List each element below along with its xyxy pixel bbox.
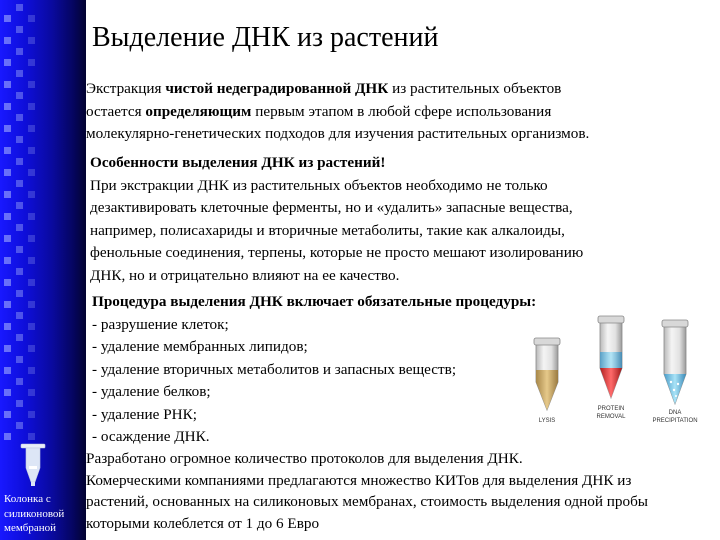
sidebar-square bbox=[16, 202, 23, 209]
features-line: фенольные соединения, терпены, которые не просто мешают изолированию bbox=[90, 244, 584, 261]
sidebar-square bbox=[4, 81, 11, 88]
procedure-list bbox=[92, 291, 536, 449]
sidebar-square bbox=[28, 301, 35, 308]
features-line: дезактивировать клеточные ферменты, но и «удалить» запасные вещества, bbox=[90, 199, 573, 216]
sidebar-square bbox=[28, 279, 35, 286]
sidebar-square bbox=[28, 147, 35, 154]
procedure-step: - разрушение клеток; bbox=[92, 315, 229, 333]
caption-line: Колонка с bbox=[4, 493, 51, 505]
sidebar-square bbox=[4, 323, 11, 330]
sidebar-square bbox=[16, 158, 23, 165]
sidebar-square bbox=[16, 48, 23, 55]
lysis-label: LYSIS bbox=[538, 418, 556, 424]
procedure-step: - удаление вторичных метаболитов и запасных веществ; bbox=[92, 360, 457, 378]
sidebar-square bbox=[4, 125, 11, 132]
kits-line: Комерческими компаниями предлагаются множество КИТов для выделения ДНК из bbox=[86, 471, 632, 489]
protein-removal-label-2: REMOVAL bbox=[596, 414, 626, 420]
sidebar-square bbox=[28, 213, 35, 220]
procedure-heading: Процедура выделения ДНК включает обязательные процедуры: bbox=[92, 293, 537, 310]
sidebar-square bbox=[16, 4, 23, 11]
features-line: ДНК, но и отрицательно влияют на ее качество. bbox=[90, 266, 400, 284]
sidebar-square bbox=[28, 81, 35, 88]
sidebar-square bbox=[4, 389, 11, 396]
sidebar-square bbox=[16, 422, 23, 429]
sidebar-square bbox=[28, 169, 35, 176]
extraction-tubes-illustration bbox=[528, 312, 720, 432]
procedure-step: - удаление РНК; bbox=[92, 405, 197, 423]
sidebar-square bbox=[28, 59, 35, 66]
kits-line: растений, основанных на силиконовых мембранах, стоимость выделения одной пробы bbox=[86, 493, 648, 510]
kits-paragraph bbox=[86, 448, 648, 534]
sidebar-square bbox=[16, 334, 23, 341]
page-title: Выделение ДНК из растений bbox=[92, 22, 439, 53]
column-caption bbox=[4, 492, 80, 536]
sidebar-square bbox=[4, 279, 11, 286]
sidebar-square bbox=[28, 257, 35, 264]
caption-line: мембраной bbox=[4, 522, 57, 534]
sidebar-square bbox=[4, 257, 11, 264]
sidebar-square bbox=[28, 323, 35, 330]
sidebar-square bbox=[28, 433, 35, 440]
caption-line: силиконовой bbox=[4, 507, 65, 520]
features-paragraph bbox=[90, 152, 583, 287]
sidebar-square bbox=[28, 191, 35, 198]
sidebar-square bbox=[4, 191, 11, 198]
sidebar-square bbox=[16, 378, 23, 385]
sidebar-square bbox=[16, 312, 23, 319]
sidebar-square bbox=[16, 246, 23, 253]
lysis-tube bbox=[534, 338, 560, 410]
sidebar-square bbox=[4, 433, 11, 440]
intro-line: Экстракция чистой недеградированной ДНК из растительных объектов bbox=[86, 80, 562, 97]
sidebar-squares-pattern bbox=[4, 4, 48, 444]
sidebar-square bbox=[28, 367, 35, 374]
sidebar-square bbox=[4, 169, 11, 176]
sidebar-square bbox=[16, 290, 23, 297]
kits-line: которыми колеблется от 1 до 6 Евро bbox=[86, 514, 320, 532]
sidebar-square bbox=[16, 400, 23, 407]
sidebar-square bbox=[28, 345, 35, 352]
sidebar-square bbox=[16, 268, 23, 275]
features-heading: Особенности выделения ДНК из растений! bbox=[90, 154, 386, 171]
sidebar-square bbox=[16, 224, 23, 231]
sidebar-square bbox=[28, 15, 35, 22]
sidebar-square bbox=[4, 103, 11, 110]
sidebar-square bbox=[4, 301, 11, 308]
sidebar-square bbox=[4, 59, 11, 66]
intro-line: остается определяющим первым этапом в любой сфере использования bbox=[86, 102, 552, 120]
sidebar-square bbox=[28, 389, 35, 396]
sidebar-square bbox=[16, 180, 23, 187]
sidebar-square bbox=[4, 411, 11, 418]
sidebar-square bbox=[4, 15, 11, 22]
sidebar-square bbox=[4, 213, 11, 220]
sidebar-square bbox=[28, 235, 35, 242]
sidebar-square bbox=[16, 70, 23, 77]
sidebar-square bbox=[28, 103, 35, 110]
features-line: например, полисахариды и вторичные метаболиты, такие как алкалоиды, bbox=[90, 221, 565, 239]
sidebar-square bbox=[16, 92, 23, 99]
sidebar-square bbox=[16, 356, 23, 363]
procedure-step: - осаждение ДНК. bbox=[92, 428, 210, 445]
intro-line: молекулярно-генетических подходов для изучения растительных организмов. bbox=[86, 125, 590, 142]
kits-line: Разработано огромное количество протоколов для выделения ДНК. bbox=[86, 450, 523, 467]
sidebar-square bbox=[28, 37, 35, 44]
procedure-step: - удаление мембранных липидов; bbox=[92, 338, 308, 355]
sidebar-square bbox=[16, 136, 23, 143]
sidebar-square bbox=[28, 411, 35, 418]
sidebar-square bbox=[4, 235, 11, 242]
sidebar-square bbox=[4, 367, 11, 374]
intro-paragraph bbox=[86, 78, 589, 146]
sidebar-square bbox=[4, 147, 11, 154]
sidebar-square bbox=[4, 345, 11, 352]
silicone-column-icon bbox=[20, 442, 46, 488]
sidebar-square bbox=[16, 114, 23, 121]
features-line: При экстракции ДНК из растительных объектов необходимо не только bbox=[90, 176, 548, 194]
sidebar-square bbox=[4, 37, 11, 44]
dna-precipitation-label-2: PRECIPITATION bbox=[652, 418, 698, 424]
sidebar-square bbox=[28, 125, 35, 132]
procedure-step: - удаление белков; bbox=[92, 383, 211, 400]
sidebar-square bbox=[16, 26, 23, 33]
dna-precipitation-tube bbox=[662, 320, 688, 404]
protein-removal-tube bbox=[598, 316, 624, 398]
dna-precipitation-label-1: DNA bbox=[668, 410, 682, 416]
protein-removal-label-1: PROTEIN bbox=[597, 406, 625, 412]
